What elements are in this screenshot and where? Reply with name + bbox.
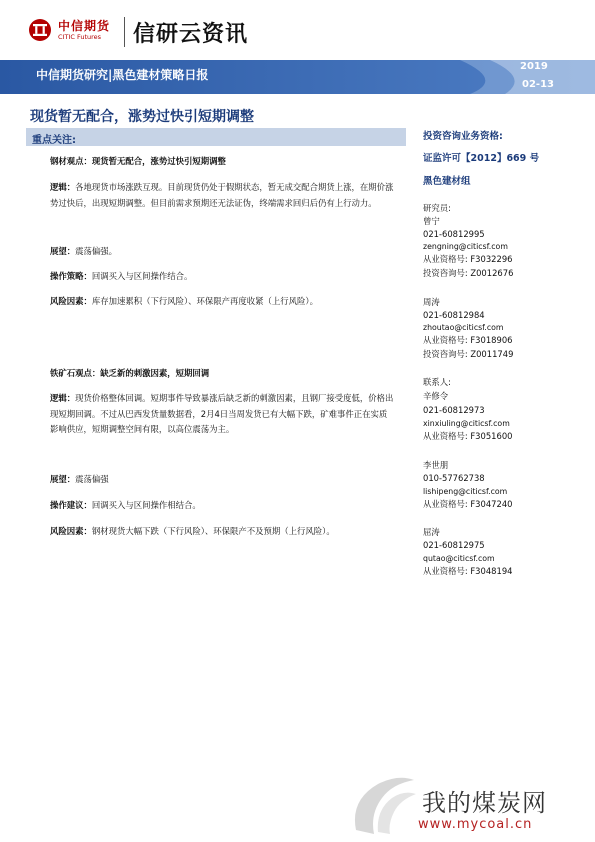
person-email[interactable]: zengning@citicsf.com bbox=[423, 242, 508, 251]
ore-outlook-text: 震荡偏强 bbox=[75, 474, 109, 484]
person-email[interactable]: xinxiuling@citicsf.com bbox=[423, 419, 510, 428]
person-advisory: 投资咨询号: Z0011749 bbox=[423, 349, 514, 359]
license-number: 证监许可【2012】669 号 bbox=[423, 153, 540, 164]
document-title: 现货暂无配合，涨势过快引短期调整 bbox=[30, 109, 254, 125]
ore-advice-label: 操作建议： bbox=[50, 500, 92, 510]
contacts-label: 联系人: bbox=[423, 377, 451, 387]
steel-risk-text: 库存加速累积（下行风险）、环保限产再度收紧（上行风险）。 bbox=[91, 296, 318, 306]
person-name: 周涛 bbox=[423, 297, 440, 307]
person-email[interactable]: zhoutao@citicsf.com bbox=[423, 323, 504, 332]
person-cert: 从业资格号: F3047240 bbox=[423, 499, 513, 509]
steel-view-label: 钢材观点： bbox=[50, 156, 92, 166]
brand-name: 中信期货 bbox=[58, 19, 111, 33]
person-advisory: 投资咨询号: Z0012676 bbox=[423, 268, 514, 278]
ore-logic bbox=[50, 391, 395, 438]
steel-logic-text: 各地现货市场涨跌互现。目前现货仍处于假期状态，暂无成交配合期货上涨，在期价涨势过快后，出现短期调整。但目前需求预期还无法证伪，终端需求回归后仍有上行动力。 bbox=[50, 182, 394, 208]
person-name: 李世朋 bbox=[423, 460, 449, 470]
person-phone: 010-57762738 bbox=[423, 473, 485, 483]
ore-logic-text: 现货价格整体回调。短期事件导致暴涨后缺乏新的刺激因素，且钢厂接受度低，价格出现短期回调。不过从巴西发货量数据看，2月4日当周发货已有大幅下跌，矿难事件正在实质影响供应，短期调整空间有限，以高位震荡为主。 bbox=[50, 393, 394, 434]
steel-view bbox=[50, 154, 395, 170]
person-name: 曾宁 bbox=[423, 216, 440, 226]
steel-risk-label: 风险因素： bbox=[50, 296, 92, 306]
report-date-monthday: 02-13 bbox=[522, 79, 554, 90]
ore-risk-label: 风险因素： bbox=[50, 526, 92, 536]
steel-strategy-label: 操作策略： bbox=[50, 271, 92, 281]
header-title: 信研云资讯 bbox=[133, 22, 249, 47]
watermark-url: www.mycoal.cn bbox=[418, 817, 533, 832]
focus-section-bar bbox=[26, 128, 406, 146]
steel-view-text: 现货暂无配合，涨势过快引短期调整 bbox=[91, 156, 226, 166]
steel-risk bbox=[50, 294, 395, 310]
brand-name-en: CITIC Futures bbox=[58, 33, 102, 41]
researchers-label: 研究员: bbox=[423, 203, 451, 213]
qualification-title: 投资咨询业务资格: bbox=[423, 131, 503, 142]
person-cert: 从业资格号: F3051600 bbox=[423, 431, 513, 441]
ore-advice bbox=[50, 498, 395, 514]
watermark-text: 我的煤炭网 bbox=[422, 789, 547, 817]
person-cert: 从业资格号: F3018906 bbox=[423, 335, 513, 345]
ore-outlook bbox=[50, 472, 395, 488]
steel-outlook bbox=[50, 244, 395, 260]
ore-risk bbox=[50, 524, 395, 540]
steel-outlook-text: 震荡偏强。 bbox=[75, 246, 117, 256]
ore-logic-label: 逻辑： bbox=[50, 393, 76, 403]
steel-outlook-label: 展望： bbox=[50, 246, 76, 256]
ore-outlook-label: 展望： bbox=[50, 474, 76, 484]
person-email[interactable]: qutao@citicsf.com bbox=[423, 554, 495, 563]
ore-view-label: 铁矿石观点： bbox=[50, 368, 101, 378]
person-name: 屈涛 bbox=[423, 527, 440, 537]
ore-view bbox=[50, 366, 395, 382]
steel-logic-label: 逻辑： bbox=[50, 182, 76, 192]
person-phone: 021-60812975 bbox=[423, 540, 485, 550]
ore-risk-text: 钢材现货大幅下跌（下行风险）、环保限产不及预期（上行风险）。 bbox=[91, 526, 335, 536]
person-email[interactable]: lishipeng@citicsf.com bbox=[423, 487, 508, 496]
citic-logo-icon bbox=[28, 18, 52, 42]
steel-strategy bbox=[50, 269, 395, 285]
person-cert: 从业资格号: F3048194 bbox=[423, 566, 513, 576]
focus-section-label: 重点关注: bbox=[32, 135, 76, 146]
header-divider bbox=[124, 17, 125, 47]
ore-advice-text: 回调买入与区间操作相结合。 bbox=[91, 500, 201, 510]
ore-view-text: 缺乏新的刺激因素，短期回调 bbox=[100, 368, 210, 378]
coal-logo-icon bbox=[348, 770, 418, 836]
banner-title: 中信期货研究|黑色建材策略日报 bbox=[36, 68, 209, 82]
report-date-year: 2019 bbox=[520, 61, 548, 72]
steel-logic bbox=[50, 180, 395, 211]
team-name: 黑色建材组 bbox=[423, 176, 471, 187]
steel-strategy-text: 回调买入与区间操作结合。 bbox=[91, 271, 193, 281]
person-phone: 021-60812973 bbox=[423, 405, 485, 415]
person-phone: 021-60812995 bbox=[423, 229, 485, 239]
person-phone: 021-60812984 bbox=[423, 310, 485, 320]
person-cert: 从业资格号: F3032296 bbox=[423, 254, 513, 264]
person-name: 辛修令 bbox=[423, 391, 449, 401]
